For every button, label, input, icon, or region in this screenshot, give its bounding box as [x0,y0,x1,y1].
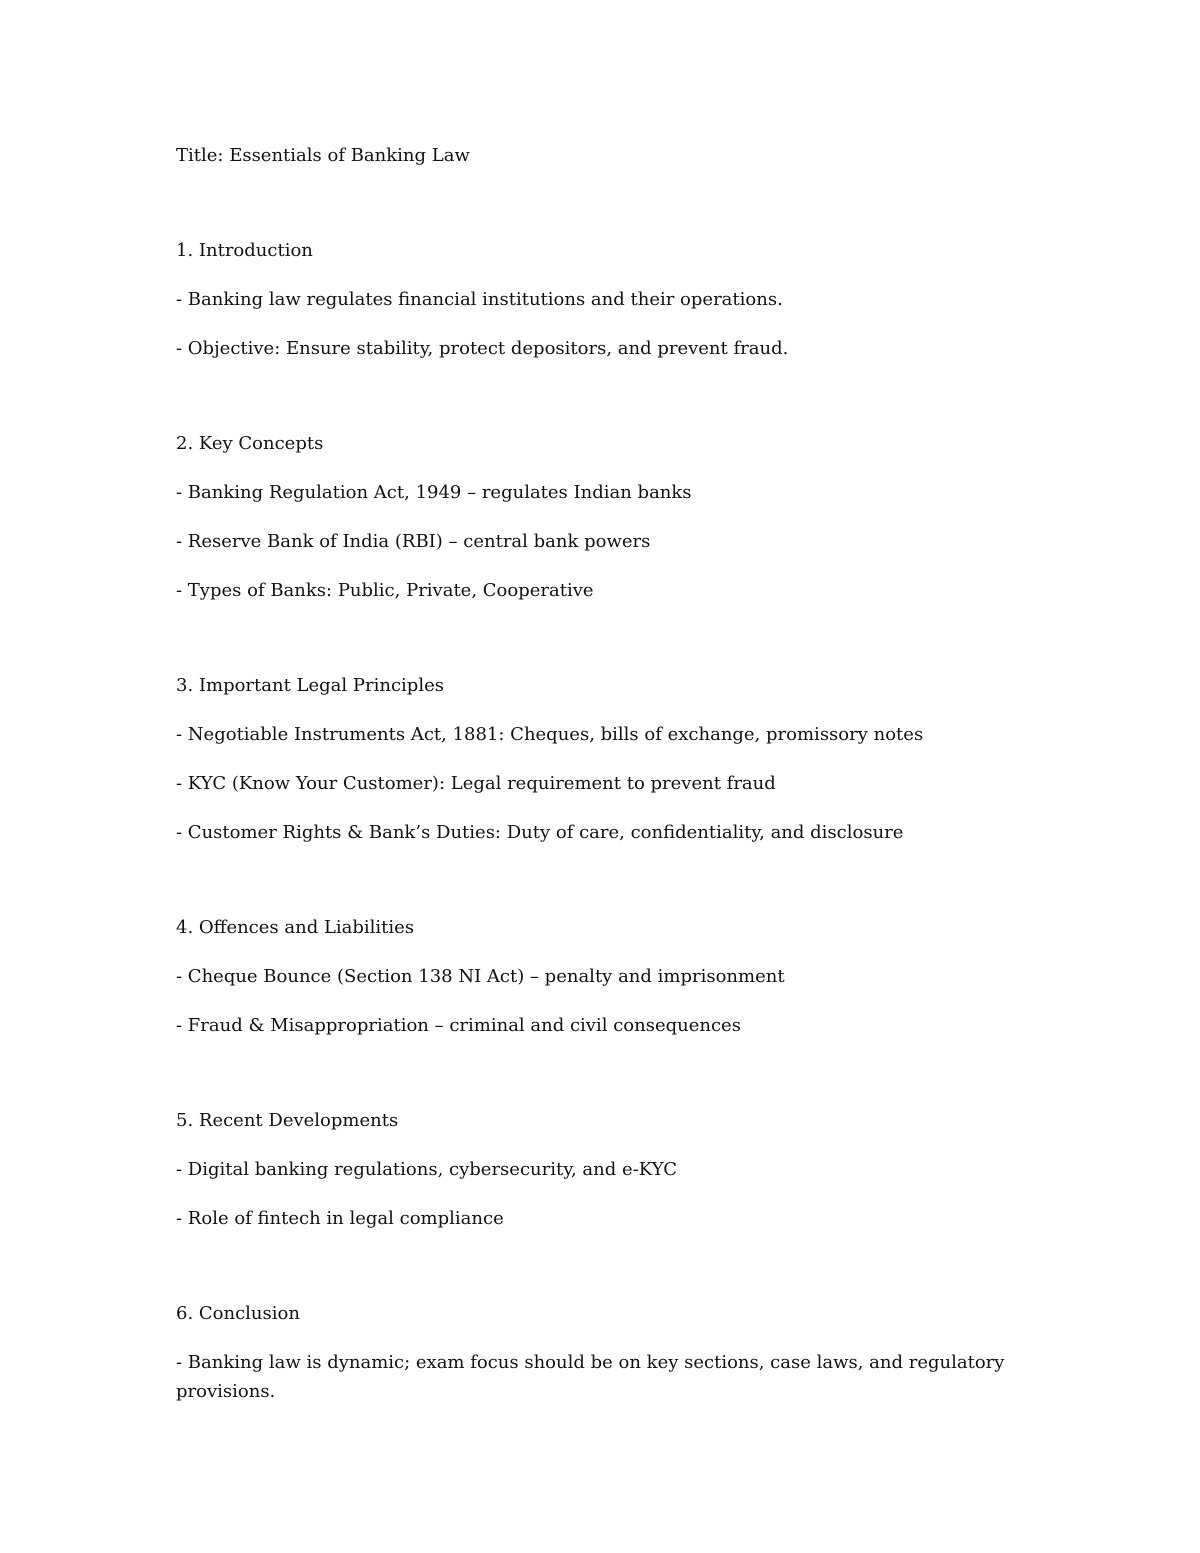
list-item: - Digital banking regulations, cybersecurity, and e-KYC [176,1159,678,1180]
section-heading: 6. Conclusion [176,1303,300,1324]
list-item: - Customer Rights & Bank’s Duties: Duty of care, confidentiality, and disclosure [176,822,904,843]
list-item: - Negotiable Instruments Act, 1881: Cheques, bills of exchange, promissory notes [176,724,924,745]
section-conclusion [176,1299,1026,1406]
section-heading: 2. Key Concepts [176,433,324,454]
list-item: - Objective: Ensure stability, protect depositors, and prevent fraud. [176,338,789,359]
section-heading: 4. Offences and Liabilities [176,917,415,938]
list-item: - Banking Regulation Act, 1949 – regulates Indian banks [176,482,692,503]
section-offences [176,913,1026,1040]
list-item: - Banking law regulates financial institutions and their operations. [176,289,783,310]
section-recent-developments [176,1106,1026,1233]
list-item: - KYC (Know Your Customer): Legal requirement to prevent fraud [176,773,776,794]
section-heading: 3. Important Legal Principles [176,675,444,696]
section-heading: 5. Recent Developments [176,1110,399,1131]
section-legal-principles [176,671,1026,847]
section-introduction [176,236,1026,363]
list-item: - Reserve Bank of India (RBI) – central bank powers [176,531,651,552]
list-item: - Banking law is dynamic; exam focus should be on key sections, case laws, and regulatory provisions. [176,1352,1005,1402]
document-title: Title: Essentials of Banking Law [176,145,470,166]
section-heading: 1. Introduction [176,240,313,261]
section-key-concepts [176,429,1026,605]
list-item: - Types of Banks: Public, Private, Cooperative [176,580,594,601]
list-item: - Fraud & Misappropriation – criminal and civil consequences [176,1015,741,1036]
list-item: - Role of fintech in legal compliance [176,1208,504,1229]
list-item: - Cheque Bounce (Section 138 NI Act) – penalty and imprisonment [176,966,785,987]
document-body [176,141,1026,1406]
